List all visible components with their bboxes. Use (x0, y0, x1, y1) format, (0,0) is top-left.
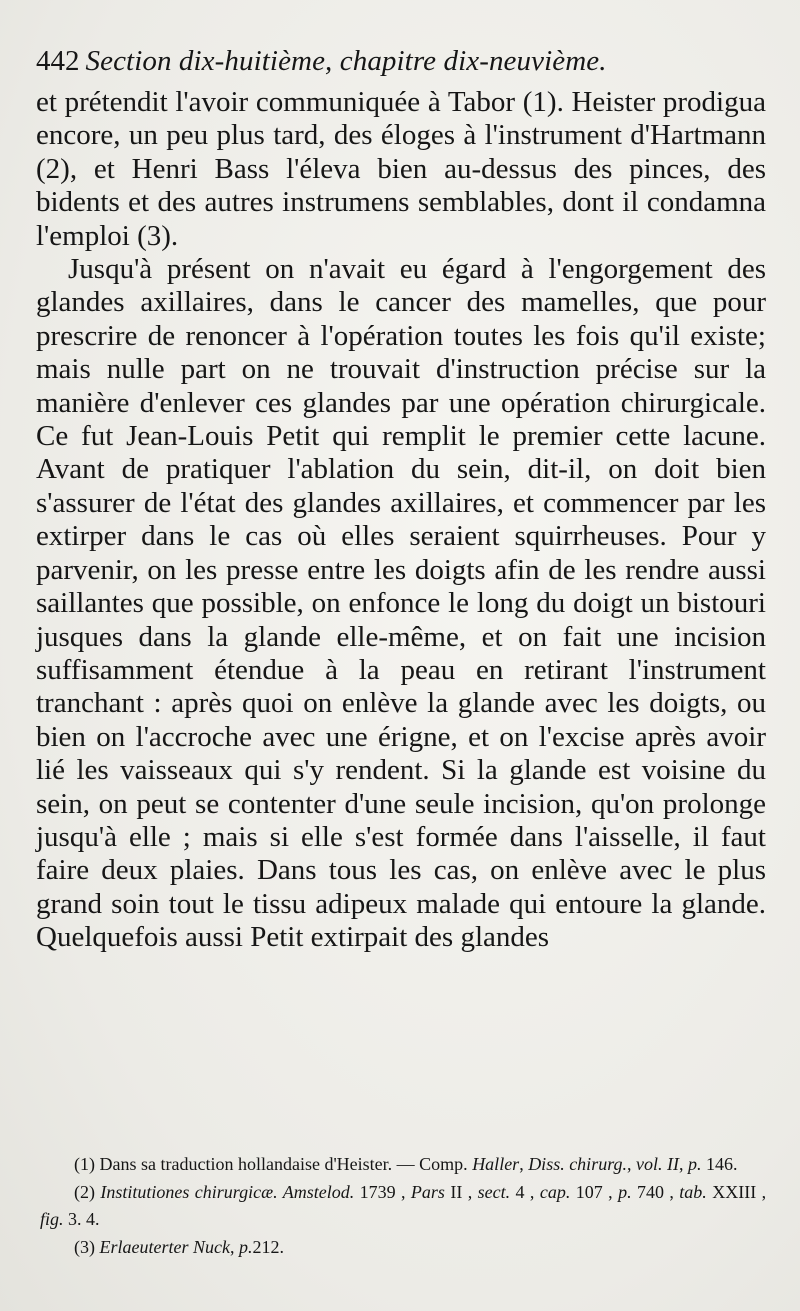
footnote-2-tab-num: XXIII , (712, 1181, 767, 1202)
page-number: 442 (36, 45, 80, 77)
footnote-2-sect: sect. (477, 1181, 511, 1202)
footnote-2-tab: tab. (679, 1181, 707, 1202)
footnote-3-p: p. (238, 1236, 253, 1257)
footnote-2-p-num: 740 , (636, 1181, 674, 1202)
footnote-1-author: Haller (472, 1154, 520, 1174)
footnote-2-pars-num: II , (450, 1181, 473, 1202)
running-head (36, 40, 766, 82)
footnote-1-work: Diss. chirurg. (528, 1154, 628, 1174)
paragraph-axillary-glands: Jusqu'à présent on n'avait eu égard à l'engorgement des glandes axillaires, dans le cancer des mamelles, que pour prescrire de renoncer à l'opération toutes les fois qu'il existe; mais nulle part on ne trouvait d'instruction précise sur la manière d'enlever ces glandes par une opération chirurgicale. Ce fut Jean-Louis Petit qui remplit le premier cette lacune. Avant de pratiquer l'ablation du sein, dit-il, on doit bien s'assurer de l'état des glandes axillaires, et commencer par les extirper dans le cas où elles seraient squirrheuses. Pour y parvenir, on les presse entre les doigts afin de les rendre aussi saillantes que possible, on enfonce le long du doigt un bistouri jusques dans la glande elle-même, et on fait une incision suffisamment étendue à la peau en retirant l'instrument tranchant : après quoi on enlève la glande avec les doigts, ou bien on l'accroche avec une érigne, et on l'excise après avoir lié les vaisseaux qui s'y rendent. Si la glande est voisine du sein, on peut se contenter d'une seule incision, qu'on prolonge jusqu'à elle ; mais si elle s'est formée dans l'aisselle, il faut faire deux plaies. Dans tous les cas, on enlève avec le plus grand soin tout le tissu adipeux malade qui entoure la glande. Quelquefois aussi Petit extirpait des glandes (36, 253, 766, 954)
footnote-1-sep3: , (679, 1154, 684, 1174)
footnote-3-p-num: 212. (252, 1236, 284, 1257)
footnote-2 (40, 1179, 766, 1234)
footnote-2-mark: (2) (74, 1181, 95, 1202)
footnote-3-sep: , (229, 1236, 235, 1257)
footnote-2-sect-num: 4 , (515, 1181, 535, 1202)
footnote-1-page-abbr: p. (688, 1154, 702, 1174)
footnote-2-fig: fig. (40, 1209, 64, 1229)
footnote-2-work: Institutiones chirurgicæ. Amstelod. (100, 1181, 355, 1202)
footnote-2-cap: cap. (539, 1181, 571, 1202)
footnote-1 (40, 1151, 766, 1179)
footnote-1-mark: (1) (74, 1154, 95, 1174)
footnote-2-pars: Pars (410, 1181, 445, 1202)
footnote-1-sep2: , (627, 1154, 632, 1174)
footnote-3 (40, 1234, 766, 1262)
footnote-3-mark: (3) (74, 1236, 95, 1257)
paragraph-continued: et prétendit l'avoir communiquée à Tabor (1). Heister prodigua encore, un peu plus tard, des éloges à l'instrument d'Hartmann (2), et Henri Bass l'éleva bien au-dessus des pinces, des bidents et des autres instrumens semblables, dont il condamna l'emploi (3). (36, 86, 766, 252)
footnote-1-vol: vol. II (636, 1154, 680, 1174)
footnote-2-cap-num: 107 , (575, 1181, 613, 1202)
footnote-1-page-number: 146. (706, 1154, 738, 1174)
body-text (36, 86, 766, 955)
footnotes (40, 1151, 766, 1261)
running-head-title: Section dix-huitième, chapitre dix-neuvième. (85, 45, 607, 77)
footnote-2-year: 1739 , (359, 1181, 406, 1202)
footnote-1-sep: , (519, 1154, 524, 1174)
footnote-1-text: Dans sa traduction hollandaise d'Heister. — Comp. (99, 1154, 468, 1174)
footnote-2-fig-num: 3. 4. (68, 1209, 100, 1229)
footnote-3-work: Erlaeuterter Nuck (99, 1236, 230, 1257)
footnote-2-p: p. (618, 1181, 632, 1202)
